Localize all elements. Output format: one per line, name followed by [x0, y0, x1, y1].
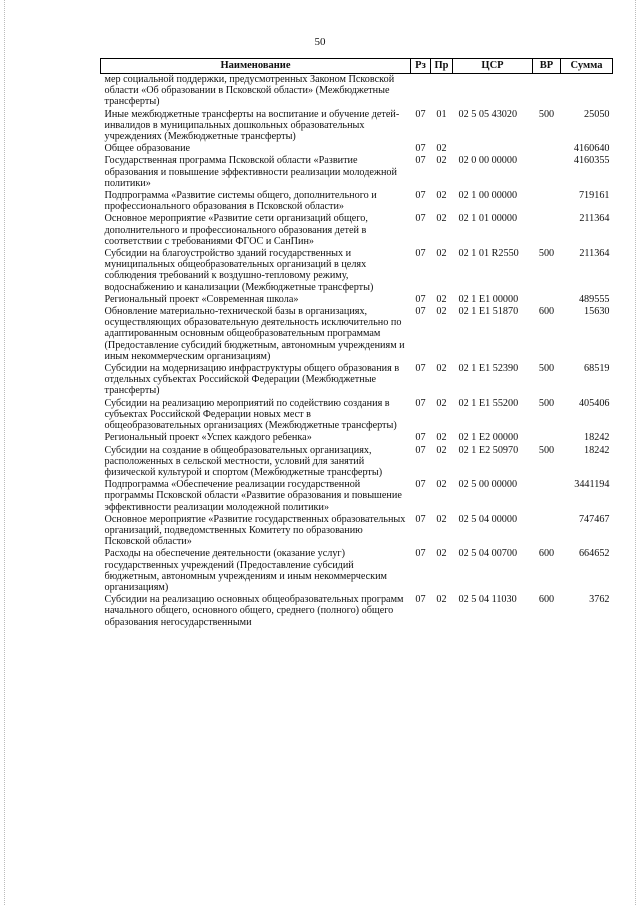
- cell-vr: [533, 190, 561, 213]
- cell-rz: 07: [415, 548, 426, 560]
- cell-csr: 02 1 E1 51870: [458, 306, 519, 318]
- cell-sum: 3762: [589, 594, 610, 606]
- cell-rz: 07: [415, 363, 426, 375]
- cell-name: Субсидии на реализацию основных общеобразовательных программ начального общего, основного общего, среднего (полного) общего образования негосударственными: [104, 594, 404, 628]
- cell-sum: 489555: [578, 293, 610, 305]
- cell-vr: 500: [538, 397, 555, 409]
- cell-pr: 02: [436, 479, 447, 491]
- header-rz: Рз: [411, 59, 431, 74]
- cell-vr: 600: [538, 306, 555, 318]
- cell-pr: 02: [436, 513, 447, 525]
- cell-csr: 02 5 04 11030: [458, 594, 517, 606]
- cell-csr: 02 5 04 00000: [458, 513, 518, 525]
- cell-sum: 747467: [578, 513, 610, 525]
- cell-name: Региональный проект «Современная школа»: [104, 293, 299, 305]
- cell-rz: [411, 74, 431, 109]
- cell-rz: 07: [415, 479, 426, 491]
- cell-vr: [533, 213, 561, 248]
- cell-sum: 664652: [578, 548, 610, 560]
- cell-vr: 500: [538, 363, 555, 375]
- cell-sum: 18242: [584, 432, 610, 444]
- table-header: [101, 59, 613, 74]
- cell-rz: 07: [415, 213, 426, 225]
- scan-edge-right: [633, 0, 636, 905]
- cell-rz: 07: [415, 306, 426, 318]
- cell-name: Подпрограмма «Обеспечение реализации государственной программы Псковской области «Развитие образования и повышение эффективности реализации молодежной политики»: [104, 479, 402, 513]
- table-row: [101, 248, 613, 294]
- budget-table: [100, 58, 613, 629]
- cell-rz: 07: [415, 513, 426, 525]
- cell-sum: 211364: [579, 213, 610, 225]
- cell-name: Основное мероприятие «Развитие государственных образовательных организаций, подведомственных Комитету по образованию Псковской области»: [104, 513, 406, 548]
- table-row: [101, 190, 613, 213]
- cell-pr: 02: [436, 143, 447, 155]
- cell-sum: [561, 74, 613, 109]
- table-row: [101, 306, 613, 363]
- cell-csr: 02 1 E1 00000: [458, 293, 519, 305]
- table-row: [101, 548, 613, 594]
- cell-csr: 02 5 04 00700: [458, 548, 518, 560]
- cell-rz: 07: [415, 594, 426, 606]
- scan-edge-left: [4, 0, 7, 905]
- cell-pr: 02: [436, 363, 447, 375]
- cell-vr: [533, 432, 561, 444]
- cell-pr: 02: [436, 594, 447, 606]
- cell-vr: 500: [538, 108, 555, 120]
- cell-pr: 02: [436, 306, 447, 318]
- cell-name: Основное мероприятие «Развитие сети организаций общего, дополнительного и профессионального образования детей в соответствии с требованиями ФГОС и СанПин»: [104, 213, 368, 247]
- cell-name: Подпрограмма «Развитие системы общего, дополнительного и профессионального образования в Псковской области»: [104, 190, 377, 213]
- cell-pr: 02: [436, 213, 447, 225]
- cell-rz: 07: [415, 190, 426, 202]
- cell-name: Субсидии на создание в общеобразовательных организациях, расположенных в сельской местности, условий для занятий физической культурой и спортом (Межбюджетные трансферты): [104, 444, 383, 478]
- cell-sum: 15630: [584, 306, 610, 318]
- cell-pr: 02: [436, 432, 447, 444]
- budget-table-container: [100, 58, 612, 629]
- header-pr: Пр: [431, 59, 453, 74]
- cell-pr: 02: [436, 397, 447, 409]
- cell-sum: 405406: [578, 397, 610, 409]
- table-row: [101, 74, 613, 109]
- cell-name: мер социальной поддержки, предусмотренных Законом Псковской области «Об образовании в Псковской области» (Межбюджетные трансферты): [104, 74, 395, 108]
- cell-vr: [533, 514, 561, 549]
- cell-csr: [453, 143, 533, 155]
- header-vr: ВР: [533, 59, 561, 74]
- table-body: [101, 74, 613, 629]
- table-row: [101, 143, 613, 155]
- cell-rz: 07: [415, 293, 426, 305]
- cell-pr: 02: [436, 444, 447, 456]
- table-row: [101, 398, 613, 433]
- cell-vr: 500: [538, 444, 555, 456]
- table-row: [101, 294, 613, 306]
- cell-sum: 18242: [584, 444, 610, 456]
- cell-vr: [533, 155, 561, 190]
- cell-name: Общее образование: [104, 143, 191, 155]
- cell-pr: 02: [436, 548, 447, 560]
- cell-csr: [453, 74, 533, 109]
- cell-name: Расходы на обеспечение деятельности (оказание услуг) государственных учреждений (Предоставление субсидий бюджетным, автономным учреждениям и иным некоммерческим организациям): [104, 548, 387, 593]
- cell-name: Государственная программа Псковской области «Развитие образования и повышение эффективности реализации молодежной политики»: [104, 155, 397, 189]
- cell-csr: 02 1 E2 50970: [458, 444, 519, 456]
- cell-csr: 02 1 01 R2550: [458, 248, 519, 260]
- cell-sum: 719161: [578, 190, 610, 202]
- cell-csr: 02 1 E1 52390: [458, 363, 519, 375]
- cell-name: Иные межбюджетные трансферты на воспитание и обучение детей-инвалидов в муниципальных дошкольных образовательных учреждениях (Межбюджетные трансферты): [104, 108, 400, 143]
- cell-pr: 01: [436, 108, 447, 120]
- cell-vr: [533, 479, 561, 514]
- table-row: [101, 479, 613, 514]
- cell-name: Обновление материально-технической базы в организациях, осуществляющих образовательную деятельность исключительно по адаптированным основным общеобразовательным программам (Предоставление субсидий бюджетным, автономным учреждениям и иным некоммерческим организациям): [104, 306, 405, 362]
- table-row: [101, 213, 613, 248]
- header-sum: Сумма: [561, 59, 613, 74]
- cell-name: Региональный проект «Успех каждого ребенка»: [104, 432, 312, 444]
- header-row: [101, 59, 613, 74]
- table-row: [101, 445, 613, 480]
- cell-name: Субсидии на реализацию мероприятий по содействию создания в субъектах Российской Федерации новых мест в общеобразовательных организациях (Межбюджетные трансферты): [104, 397, 397, 432]
- table-row: [101, 594, 613, 629]
- cell-vr: [533, 74, 561, 109]
- cell-vr: 500: [538, 248, 555, 260]
- cell-rz: 07: [415, 248, 426, 260]
- page-number: 50: [314, 36, 326, 48]
- table-row: [101, 514, 613, 549]
- cell-csr: 02 1 01 00000: [458, 213, 518, 225]
- cell-csr: 02 1 E1 55200: [458, 397, 519, 409]
- cell-rz: 07: [415, 432, 426, 444]
- table-row: [101, 432, 613, 444]
- header-name: Наименование: [101, 59, 411, 74]
- cell-csr: 02 1 00 00000: [458, 190, 518, 202]
- cell-vr: 600: [538, 594, 555, 606]
- cell-rz: 07: [415, 143, 426, 155]
- cell-pr: [431, 74, 453, 109]
- cell-sum: 211364: [579, 248, 610, 260]
- cell-rz: 07: [415, 444, 426, 456]
- cell-rz: 07: [415, 397, 426, 409]
- cell-name: Субсидии на благоустройство зданий государственных и муниципальных общеобразовательных организаций в целях соблюдения требований к воздушно-тепловому режиму, водоснабжению и канализации (Межбюджетные трансферты): [104, 248, 374, 293]
- cell-csr: 02 0 00 00000: [458, 155, 518, 167]
- cell-sum: 3441194: [574, 479, 610, 491]
- cell-name: Субсидии на модернизацию инфраструктуры общего образования в отдельных субъектах Российской Федерации (Межбюджетные трансферты): [104, 363, 400, 397]
- cell-pr: 02: [436, 293, 447, 305]
- cell-pr: 02: [436, 248, 447, 260]
- cell-pr: 02: [436, 190, 447, 202]
- cell-rz: 07: [415, 155, 426, 167]
- cell-rz: 07: [415, 108, 426, 120]
- header-csr: ЦСР: [453, 59, 533, 74]
- cell-sum: 68519: [584, 363, 610, 375]
- table-row: [101, 109, 613, 144]
- cell-pr: 02: [436, 155, 447, 167]
- cell-vr: [533, 294, 561, 306]
- cell-vr: [533, 143, 561, 155]
- cell-sum: 4160640: [573, 143, 610, 155]
- table-row: [101, 363, 613, 398]
- cell-csr: 02 5 05 43020: [458, 108, 518, 120]
- cell-sum: 25050: [584, 108, 610, 120]
- cell-csr: 02 5 00 00000: [458, 479, 518, 491]
- cell-sum: 4160355: [573, 155, 610, 167]
- cell-csr: 02 1 E2 00000: [458, 432, 519, 444]
- table-row: [101, 155, 613, 190]
- cell-vr: 600: [538, 548, 555, 560]
